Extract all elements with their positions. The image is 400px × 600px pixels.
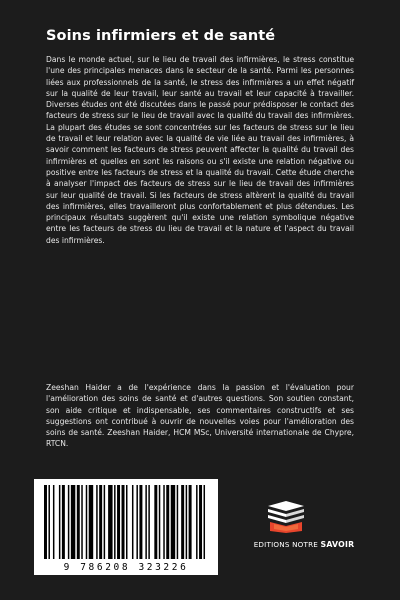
barcode-bar (68, 485, 69, 559)
barcode-bar (139, 485, 142, 559)
isbn-barcode (34, 479, 218, 575)
barcode-bar (81, 485, 82, 559)
barcode-bar (48, 485, 49, 559)
barcode-bar (189, 485, 192, 559)
barcode-bar (186, 485, 187, 559)
barcode-bar (86, 485, 87, 559)
barcode-bar (132, 485, 133, 559)
book-title: Soins infirmiers et de santé (46, 28, 276, 44)
barcode-bar (117, 485, 120, 559)
barcode-bar (104, 485, 105, 559)
barcode-bar (136, 485, 137, 559)
barcode-bar (204, 485, 205, 559)
barcode-bar (199, 485, 202, 559)
barcode-bar (96, 485, 97, 559)
barcode-bar (148, 485, 149, 559)
book-stack-icon (264, 500, 308, 534)
barcode-bar (108, 485, 112, 559)
barcode-bar (122, 485, 125, 559)
barcode-bar (145, 485, 146, 559)
barcode-bar (99, 485, 102, 559)
publisher-name-bold: SAVOIR (320, 540, 355, 549)
publisher-name (242, 540, 366, 549)
author-bio: Zeeshan Haider a de l'expérience dans la passion et l'évaluation pour l'amélioration des soins de santé et d'autres questions. Son soutien constant, son aide critique et indispensable, ses commentaires constructifs et ses suggestions ont contribué à ouvrir de nouvelles voies pour l'amélioration des soins de santé. Zeeshan Haider, HCM MSc, Université internationale de Chypre, RTCN. (46, 383, 354, 449)
barcode-bar (53, 485, 54, 559)
barcode-bar (114, 485, 115, 559)
barcode-bar (177, 485, 178, 559)
barcode-bar (59, 485, 60, 559)
barcode-bar (159, 485, 160, 559)
barcode-bar (44, 485, 47, 559)
barcode-bar (62, 485, 65, 559)
barcode-bar (77, 485, 80, 559)
barcode-bar (171, 485, 175, 559)
publisher-logo-block (248, 500, 358, 560)
barcode-bar (163, 485, 164, 559)
barcode-bars-graphic (44, 485, 208, 559)
barcode-bar (166, 485, 169, 559)
barcode-bar (196, 485, 197, 559)
barcode-bar (71, 485, 75, 559)
isbn-number: 9 786208 323226 (63, 562, 189, 573)
barcode-bar (126, 485, 127, 559)
back-cover-blurb: Dans le monde actuel, sur le lieu de travail des infirmières, le stress constitue l'une des principales menaces dans le secteur de la santé. Parmi les personnes liées aux professionnels de la santé, le stress des infirmières a un effet négatif sur la qualité de leur travail, leur santé au travail et leur capacité à travailler. Diverses études ont été discutées dans le passé pour prédisposer le contact des facteurs de stress sur le lieu de travail avec la qualité du travail des infirmières. La plupart des études se sont concentrées sur les facteurs de stress sur le lieu de travail et leur relation avec la qualité de vie liée au travail des infirmières, à savoir comment les facteurs de stress peuvent affecter la qualité du travail des infirmières et quelles en sont les raisons ou s'il existe une relation négative ou positive entre les facteurs de stress et la qualité du travail. Cette étude cherche à analyser l'impact des facteurs de stress sur le lieu de travail des infirmières sur leur qualité de travail. Si les facteurs de stress altèrent la qualité du travail des infirmières, elles travailleront plus confortablement et plus détendues. Les principaux résultats suggèrent qu'il existe une relation symbolique négative entre les facteurs de stress du lieu de travail et la nature et l'aspect du travail des infirmières. (46, 55, 354, 245)
barcode-bar (89, 485, 93, 559)
barcode-bar (154, 485, 157, 559)
barcode-bar (181, 485, 184, 559)
publisher-name-prefix: EDITIONS NOTRE (253, 540, 321, 549)
